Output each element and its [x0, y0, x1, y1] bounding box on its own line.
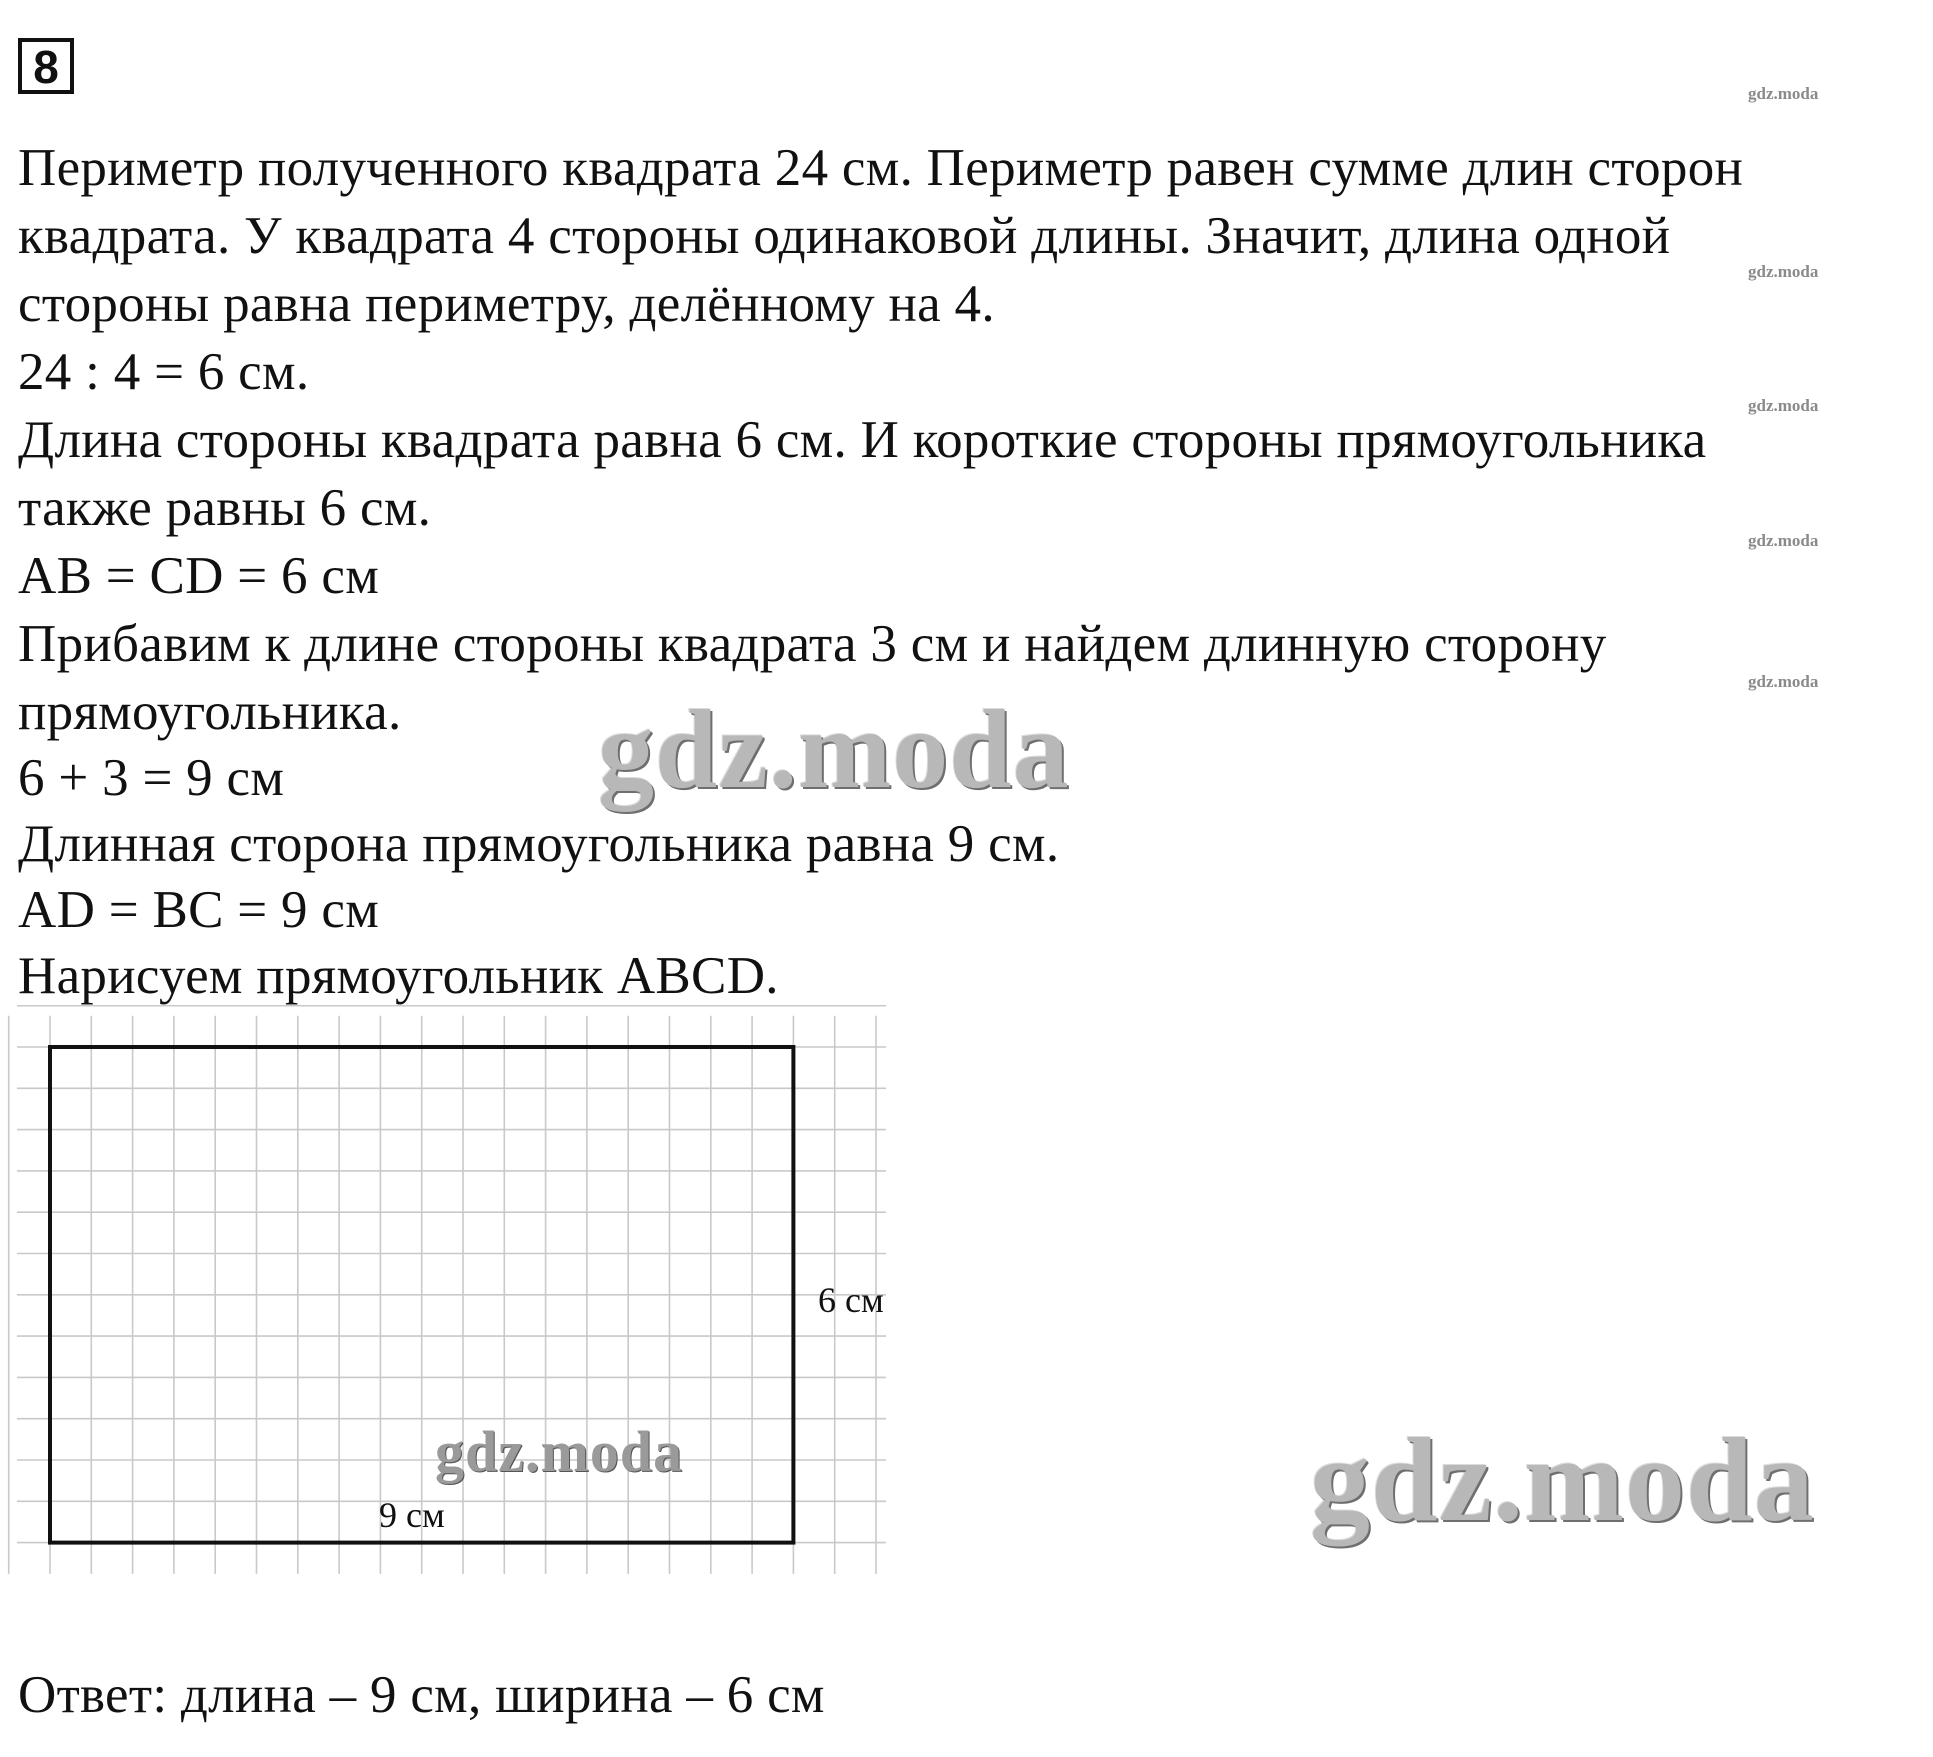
- solution-line: AD = BC = 9 см: [18, 881, 380, 939]
- small-watermark: gdz.moda: [1748, 262, 1819, 281]
- large-watermark: gdz.moda: [1310, 1413, 1815, 1546]
- answer-line: Ответ: длина – 9 см, ширина – 6 см: [18, 1666, 825, 1724]
- small-watermark: gdz.moda: [1748, 672, 1819, 691]
- solution-line: Длинная сторона прямоугольника равна 9 см.: [18, 815, 1060, 873]
- figure: [0, 1005, 930, 1605]
- task-number-box: [18, 38, 74, 94]
- small-watermark: gdz.moda: [1748, 396, 1819, 415]
- solution-line: AB = CD = 6 см: [18, 547, 380, 605]
- solution-line: Длина стороны квадрата равна 6 см. И короткие стороны прямоугольника: [18, 411, 1707, 469]
- solution-line: прямоугольника.: [18, 683, 402, 741]
- small-watermark: gdz.moda: [1748, 531, 1819, 550]
- solution-line: 6 + 3 = 9 см: [18, 749, 285, 807]
- width-label: 9 см: [379, 1495, 445, 1535]
- solution-line: Прибавим к длине стороны квадрата 3 см и найдем длинную сторону: [18, 615, 1607, 673]
- large-watermark: gdz.moda: [598, 688, 1070, 812]
- solution-line: стороны равна периметру, делённому на 4.: [18, 275, 995, 333]
- solution-line: Нарисуем прямоугольник ABCD.: [18, 947, 779, 1005]
- small-watermark: gdz.moda: [1748, 84, 1819, 103]
- solution-line: Периметр полученного квадрата 24 см. Периметр равен сумме длин сторон: [18, 139, 1744, 197]
- solution-line: также равны 6 см.: [18, 479, 432, 537]
- height-label: 6 см: [818, 1280, 884, 1320]
- figure-watermark: gdz.moda: [435, 1419, 684, 1484]
- solution-line: квадрата. У квадрата 4 стороны одинаковой длины. Значит, длина одной: [18, 207, 1671, 265]
- grid-figure: [0, 1005, 930, 1605]
- grid-lines: [9, 1006, 886, 1574]
- task-number: 8: [33, 41, 59, 93]
- solution-line: 24 : 4 = 6 см.: [18, 343, 310, 401]
